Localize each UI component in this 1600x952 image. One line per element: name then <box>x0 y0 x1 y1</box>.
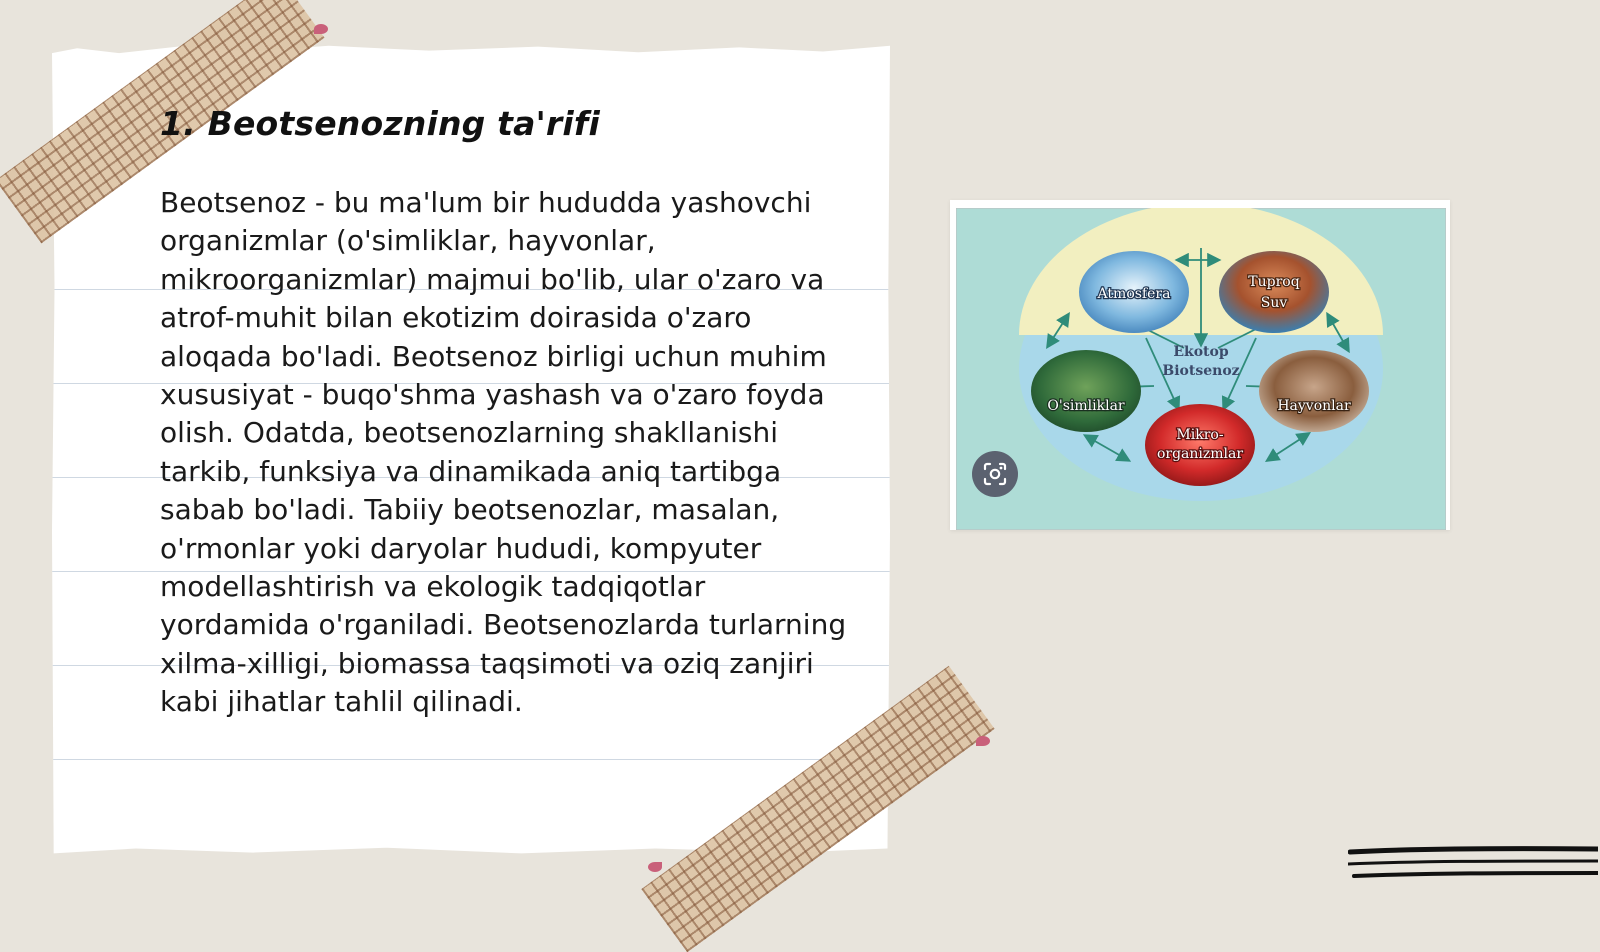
slide-body-text: Beotsenoz - bu ma'lum bir hududda yashovchi organizmlar (o'simliklar, hayvonlar, mikroorganizmlar) majmui bo'lib, ular o'zaro va atrof-muhit bilan ekotizim doirasida o'zaro aloqada bo'ladi. Beotsenoz birligi uchun muhim xususiyat - buqo'shma yashash va o'zaro foyda olish. Odatda, beotsenozlarning shakllanishi tarkib, funksiya va dinamikada aniq tartibga sabab bo'ladi. Tabiiy beotsenozlar, masalan, o'rmonlar yoki daryolar hududi, kompyuter modellashtirish va ekologik tadqiqotlar yordamida o'rganiladi. Beotsenozlarda turlarning xilma-xilligi, biomassa taqsimoti va oziq zanjiri kabi jihatlar tahlil qilinadi. <box>160 186 847 719</box>
visual-search-icon[interactable] <box>972 451 1018 497</box>
decorative-lines <box>1348 846 1598 886</box>
diagram-label-tuproq: Tuproq <box>1248 274 1300 290</box>
tape-end-mark <box>648 862 662 872</box>
soil-water-node <box>1219 251 1329 333</box>
lens-glyph <box>982 461 1008 487</box>
diagram-label-mikro-1: Mikro- <box>1176 427 1224 443</box>
diagram-label-mikro-2: organizmlar <box>1156 446 1244 462</box>
paper-rule <box>52 759 890 760</box>
ecosystem-diagram <box>956 208 1446 530</box>
plants-node <box>1031 350 1141 432</box>
microorganisms-node <box>1145 404 1255 486</box>
diagram-label-center-2: Biotsenoz <box>1162 363 1240 379</box>
tape-end-mark <box>314 24 328 34</box>
diagram-label-osimliklar: O'simliklar <box>1047 398 1125 414</box>
tape-end-mark <box>976 736 990 746</box>
animals-node <box>1259 350 1369 432</box>
diagram-label-suv: Suv <box>1260 295 1288 311</box>
ecosystem-diagram-image[interactable] <box>950 200 1450 530</box>
diagram-label-atmosfera: Atmosfera <box>1097 286 1171 302</box>
slide-title: 1. Beotsenozning ta'rifi <box>160 104 600 143</box>
diagram-label-center-1: Ekotop <box>1173 344 1229 360</box>
diagram-label-hayvonlar: Hayvonlar <box>1277 398 1351 414</box>
